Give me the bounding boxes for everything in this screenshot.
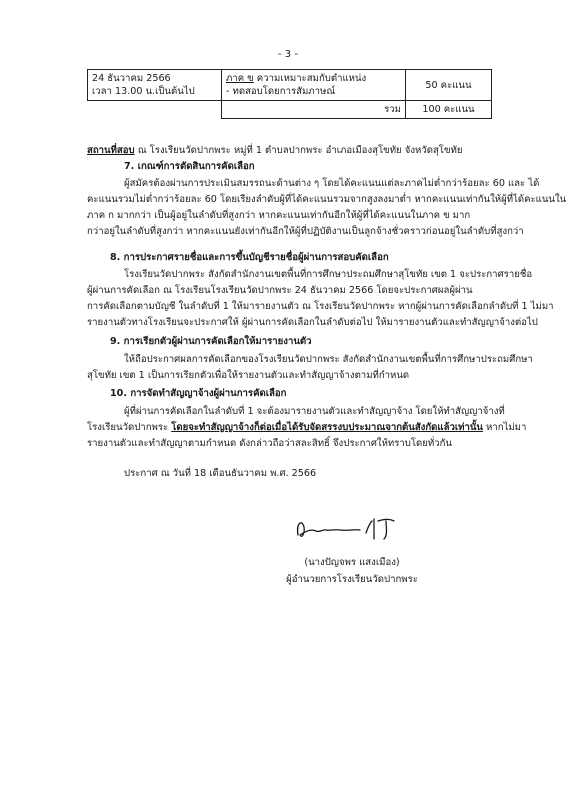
section-9-line: ให้ถือประกาศผลการคัดเลือกของโรงเรียนวัดปากพระ สังกัดสำนักงานเขตพื้นที่การศึกษาประถมศึกษา: [124, 354, 533, 365]
score-table: [87, 69, 492, 119]
table-row: [88, 101, 492, 119]
venue-label: สถานที่สอบ: [87, 145, 135, 156]
signer-position: ผู้อำนวยการโรงเรียนวัดปากพระ: [286, 574, 418, 585]
section-9-line: สุโขทัย เขต 1 เป็นการเรียกตัวเพื่อให้รายงานตัวและทำสัญญาจ้างตามที่กำหนด: [87, 370, 410, 381]
exam-datetime-cell: [88, 70, 222, 101]
section-8-line: รายงานตัวทางโรงเรียนจะประกาศให้ ผู้ผ่านการคัดเลือกในลำดับต่อไป ให้มารายงานตัวและทำสัญญาจ้างต่อไป: [87, 317, 538, 328]
section-8-line: การคัดเลือกตามบัญชี ในลำดับที่ 1 ให้มารายงานตัว ณ โรงเรียนวัดปากพระ หากผู้ผ่านการคัดเลือกลำดับที่ 1 ไม่มา: [87, 301, 554, 312]
section-10-text: หากไม่มา: [482, 422, 527, 433]
section-9-heading: 9. การเรียกตัวผู้ผ่านการคัดเลือกให้มารายงานตัว: [110, 336, 312, 347]
signer-name: (นางปัญจพร แสงเมือง): [304, 557, 400, 568]
part-label: ภาค ข: [226, 73, 254, 84]
section-7-line: คะแนนรวมไม่ต่ำกว่าร้อยละ 60 โดยเรียงลำดับผู้ที่ได้คะแนนรวมจากสูงลงมาต่ำ หากคะแนนเท่ากันให้ผู้ที่ได้คะแนนใน: [87, 194, 567, 205]
part-score-cell: 50 คะแนน: [406, 70, 492, 101]
exam-time: เวลา 13.00 น.เป็นต้นไป: [92, 86, 195, 97]
exam-part-cell: [222, 70, 406, 101]
announce-date: ประกาศ ณ วันที่ 18 เดือนธันวาคม พ.ศ. 2566: [124, 468, 317, 479]
total-label-cell: รวม: [222, 101, 406, 119]
page-number: - 3 -: [278, 49, 298, 60]
section-10-emphasis: โดยจะทำสัญญาจ้างก็ต่อเมื่อได้รับจัดสรรงบประมาณจากต้นสังกัดแล้วเท่านั้น: [171, 422, 483, 433]
section-8-heading: 8. การประกาศรายชื่อและการขึ้นบัญชีรายชื่อผู้ผ่านการสอบคัดเลือก: [110, 252, 389, 263]
venue-text: ณ โรงเรียนวัดปากพระ หมู่ที่ 1 ตำบลปากพระ อำเภอเมืองสุโขทัย จังหวัดสุโขทัย: [134, 145, 463, 156]
section-10-heading: 10. การจัดทำสัญญาจ้างผู้ผ่านการคัดเลือก: [110, 388, 287, 399]
exam-date: 24 ธันวาคม 2566: [92, 73, 171, 84]
section-7-line: ผู้สมัครต้องผ่านการประเมินสมรรถนะด้านต่าง ๆ โดยได้คะแนนแต่ละภาคไม่ต่ำกว่าร้อยละ 60 และ ได้: [124, 178, 540, 189]
section-8-line: โรงเรียนวัดปากพระ สังกัดสำนักงานเขตพื้นที่การศึกษาประถมศึกษาสุโขทัย เขต 1 จะประกาศรายชื่อ: [124, 269, 533, 280]
part-desc: ความเหมาะสมกับตำแหน่ง: [253, 73, 367, 84]
section-7-heading: 7. เกณฑ์การตัดสินการคัดเลือก: [124, 161, 255, 172]
total-score-cell: 100 คะแนน: [406, 101, 492, 119]
venue-line: [87, 144, 462, 157]
signature-image: [292, 513, 412, 545]
blank-cell: [88, 101, 222, 119]
section-10-line: [87, 421, 526, 434]
section-7-line: ภาค ก มากกว่า เป็นผู้อยู่ในลำดับที่สูงกว่า หากคะแนนเท่ากันอีกให้ผู้ที่ได้คะแนนในภาค ข มาก: [87, 210, 471, 221]
table-row: [88, 70, 492, 101]
section-7-line: กว่าอยู่ในลำดับที่สูงกว่า หากคะแนนยังเท่ากันอีกให้ผู้ที่ปฏิบัติงานเป็นลูกจ้างชั่วคราวก่อนอยู่ในลำดับที่สูงกว่า: [87, 226, 524, 237]
section-10-line: ผู้ที่ผ่านการคัดเลือกในลำดับที่ 1 จะต้องมารายงานตัวและทำสัญญาจ้าง โดยให้ทำสัญญาจ้างที่: [124, 406, 505, 417]
section-8-line: ผู้ผ่านการคัดเลือก ณ โรงเรียนโรงเรียนวัดปากพระ 24 ธันวาคม 2566 โดยจะประกาศผลผู้ผ่าน: [87, 285, 473, 296]
section-10-text: โรงเรียนวัดปากพระ: [87, 422, 172, 433]
section-10-line: รายงานตัวและทำสัญญาตามกำหนด ดังกล่าวถือว่าสละสิทธิ์ จึงประกาศให้ทราบโดยทั่วกัน: [87, 438, 452, 449]
part-method: - ทดสอบโดยการสัมภาษณ์: [226, 86, 336, 97]
